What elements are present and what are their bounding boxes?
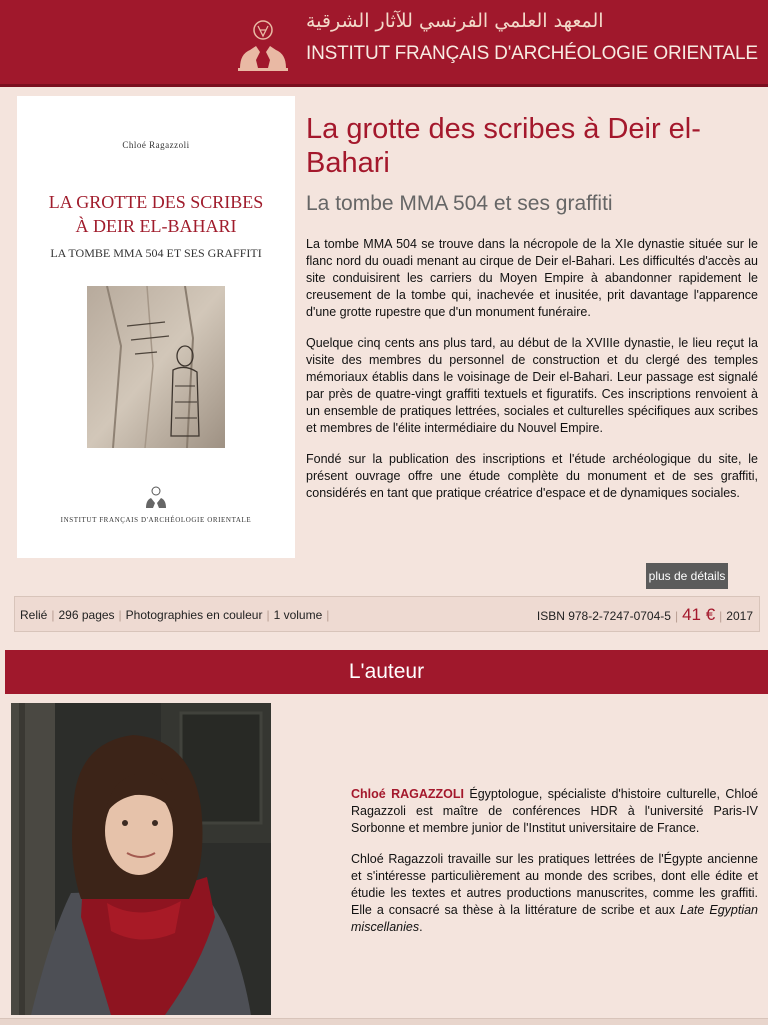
bio-paragraph: [351, 851, 758, 936]
cover-title-line1: LA GROTTE DES SCRIBES: [48, 192, 264, 212]
info-left: Relié | 296 pages | Photographies en couleur | 1 volume |: [20, 608, 330, 622]
bio-paragraph: [351, 786, 758, 837]
cover-subtitle: LA TOMBE MMA 504 ET SES GRAFFITI: [50, 246, 262, 260]
book-title: La grotte des scribes à Deir el-Bahari: [306, 113, 701, 179]
institute-logo-icon[interactable]: [234, 16, 292, 76]
book-subtitle: La tombe MMA 504 et ses graffiti: [306, 192, 613, 215]
bio-text-2: Chloé Ragazzoli travaille sur les pratiques lettrées de l'Égypte ancienne et s'intéresse particulièrement au monde des scribes, dont elle édite et étudie les textes et autres productions manuscrites, comme les graffiti. Elle a consacré sa thèse à la littérature de scribe et aux: [351, 852, 758, 917]
price: 41 €: [682, 605, 716, 624]
cover-logo-icon: [143, 484, 169, 510]
binding: Relié: [20, 608, 48, 622]
arabic-institute-name: المعهد العلمي الفرنسي للآثار الشرقية: [306, 10, 604, 32]
author-bio: [351, 786, 758, 950]
book-description: [306, 236, 758, 516]
info-right: ISBN 978-2-7247-0704-5 | 41 € | 2017: [536, 605, 753, 624]
description-paragraph: Quelque cinq cents ans plus tard, au début de la XVIIIe dynastie, le lieu reçut la visite des membres du personnel de construction et du clergé des temples mémoriaux établis dans le voisinage de Deir el-Bahari. Leur passage est signalé par près de quatre-vingt graffiti textuels et figuratifs. Ces inscriptions renvoient à un ensemble de pratiques lettrées, sociales et culturelles spécifiques aux scribes et membres de l'élite intermédiaire du Nouvel Empire.: [306, 336, 758, 435]
author-name: Chloé RAGAZZOLI: [351, 787, 465, 801]
bio-text-end: .: [419, 920, 423, 934]
site-header: [0, 0, 768, 87]
author-photo: [11, 703, 271, 1015]
description-paragraph: La tombe MMA 504 se trouve dans la nécropole de la XIe dynastie située sur le flanc nord du ouadi menant au cirque de Deir el-Bahari. Les difficultés d'accès au site conduisirent les carriers du Moyen Empire à abandonner rapidement le creusement de la tombe qui, inachevée et inusitée, prit davantage l'apparence d'une grotte rupestre que d'un monument funéraire.: [306, 237, 758, 319]
isbn: ISBN 978-2-7247-0704-5: [536, 609, 671, 623]
miscellanies-title: Late Egyptian miscellanies: [351, 903, 758, 934]
cover-publisher: INSTITUT FRANÇAIS D'ARCHÉOLOGIE ORIENTALE: [60, 516, 252, 524]
page-count: 296 pages: [58, 608, 115, 622]
description-paragraph: Fondé sur la publication des inscriptions et l'étude archéologique du site, le présent ouvrage offre une étude complète du monument et de ses graffiti, considérés en tant que pratique créatrice d'espace et de dynamiques sociales.: [306, 452, 758, 500]
volume-count: 1 volume: [273, 608, 323, 622]
cover-author: Chloé Ragazzoli: [122, 140, 190, 150]
cover-title-line2: À DEIR EL-BAHARI: [75, 216, 237, 236]
institute-name[interactable]: INSTITUT FRANÇAIS D'ARCHÉOLOGIE ORIENTALE: [306, 43, 758, 64]
book-info-bar: [14, 596, 760, 632]
cover-graffiti-photo: [87, 286, 225, 448]
bio-text-1: Égyptologue, spécialiste d'histoire culturelle, Chloé Ragazzoli est maître de conférences HDR à l'université Paris-IV Sorbonne et membre junior de l'Institut universitaire de France.: [351, 787, 758, 835]
photos-info: Photographies en couleur: [125, 608, 263, 622]
year: 2017: [726, 609, 753, 623]
more-details-button[interactable]: plus de détails: [646, 563, 728, 589]
author-heading: L'auteur: [5, 650, 768, 694]
book-cover[interactable]: [17, 96, 295, 558]
